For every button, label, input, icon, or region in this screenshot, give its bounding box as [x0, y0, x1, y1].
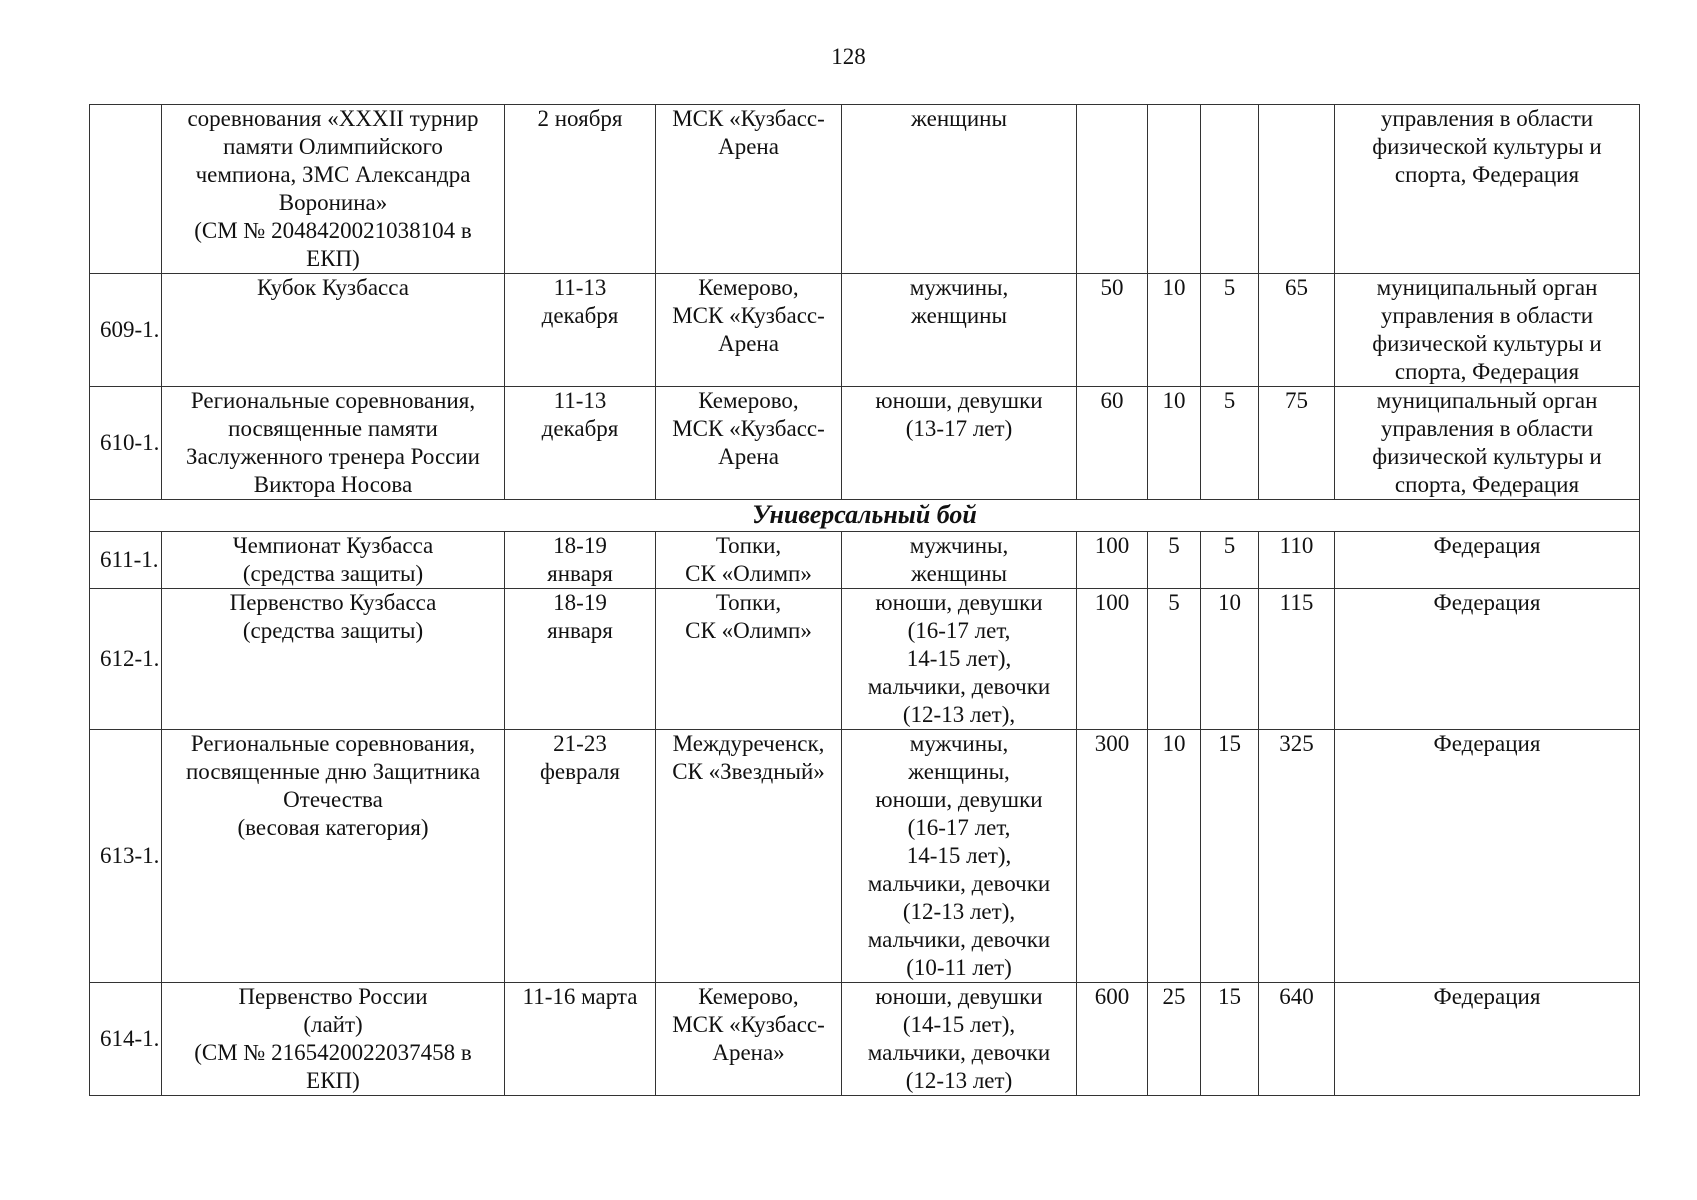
- event-organizer: Федерация: [1335, 589, 1640, 730]
- total-count: 110: [1259, 532, 1335, 589]
- total-count: 75: [1259, 387, 1335, 500]
- event-participants: мужчины, женщины: [842, 532, 1077, 589]
- event-number: 611-1.: [90, 532, 162, 589]
- table-row: [90, 274, 1640, 387]
- table-row: [90, 387, 1640, 500]
- event-number: 614-1.: [90, 983, 162, 1096]
- event-venue: Кемерово, МСК «Кузбасс- Арена: [656, 274, 842, 387]
- event-name: Кубок Кузбасса: [162, 274, 505, 387]
- event-dates: 2 ноября: [505, 105, 656, 274]
- participants-count: [1077, 105, 1148, 274]
- event-organizer: Федерация: [1335, 730, 1640, 983]
- event-dates: 18-19 января: [505, 589, 656, 730]
- table-row: [90, 532, 1640, 589]
- event-name: Первенство России (лайт) (СМ № 2165420022037458 в ЕКП): [162, 983, 505, 1096]
- judges-count: 15: [1201, 983, 1259, 1096]
- coaches-count: [1148, 105, 1201, 274]
- total-count: 65: [1259, 274, 1335, 387]
- judges-count: 15: [1201, 730, 1259, 983]
- participants-count: 100: [1077, 532, 1148, 589]
- judges-count: [1201, 105, 1259, 274]
- event-venue: Кемерово, МСК «Кузбасс- Арена: [656, 387, 842, 500]
- event-organizer: муниципальный орган управления в области физической культуры и спорта, Федерация: [1335, 387, 1640, 500]
- event-dates: 11-16 марта: [505, 983, 656, 1096]
- event-dates: 18-19 января: [505, 532, 656, 589]
- event-dates: 11-13 декабря: [505, 274, 656, 387]
- section-row: [90, 500, 1640, 532]
- event-organizer: муниципальный орган управления в области физической культуры и спорта, Федерация: [1335, 274, 1640, 387]
- participants-count: 100: [1077, 589, 1148, 730]
- participants-count: 50: [1077, 274, 1148, 387]
- event-venue: МСК «Кузбасс- Арена: [656, 105, 842, 274]
- event-participants: юноши, девушки (14-15 лет), мальчики, девочки (12-13 лет): [842, 983, 1077, 1096]
- event-number: 613-1.: [90, 730, 162, 983]
- event-organizer: управления в области физической культуры и спорта, Федерация: [1335, 105, 1640, 274]
- event-number: 609-1.: [90, 274, 162, 387]
- coaches-count: 25: [1148, 983, 1201, 1096]
- judges-count: 5: [1201, 532, 1259, 589]
- event-number: [90, 105, 162, 274]
- coaches-count: 10: [1148, 730, 1201, 983]
- event-participants: женщины: [842, 105, 1077, 274]
- event-number: 612-1.: [90, 589, 162, 730]
- events-table: [89, 104, 1640, 1096]
- table-row: [90, 730, 1640, 983]
- coaches-count: 10: [1148, 387, 1201, 500]
- coaches-count: 10: [1148, 274, 1201, 387]
- event-participants: юноши, девушки (13-17 лет): [842, 387, 1077, 500]
- event-name: Региональные соревнования, посвященные дню Защитника Отечества (весовая категория): [162, 730, 505, 983]
- event-participants: мужчины, женщины: [842, 274, 1077, 387]
- judges-count: 5: [1201, 274, 1259, 387]
- total-count: 640: [1259, 983, 1335, 1096]
- section-heading: Универсальный бой: [90, 500, 1640, 532]
- coaches-count: 5: [1148, 532, 1201, 589]
- participants-count: 600: [1077, 983, 1148, 1096]
- judges-count: 5: [1201, 387, 1259, 500]
- event-participants: юноши, девушки (16-17 лет, 14-15 лет), мальчики, девочки (12-13 лет),: [842, 589, 1077, 730]
- page-number: 128: [831, 44, 866, 69]
- table-row: [90, 105, 1640, 274]
- table-row: [90, 983, 1640, 1096]
- event-venue: Топки, СК «Олимп»: [656, 589, 842, 730]
- event-venue: Топки, СК «Олимп»: [656, 532, 842, 589]
- total-count: 115: [1259, 589, 1335, 730]
- event-venue: Кемерово, МСК «Кузбасс- Арена»: [656, 983, 842, 1096]
- event-name: Чемпионат Кузбасса (средства защиты): [162, 532, 505, 589]
- table-row: [90, 589, 1640, 730]
- judges-count: 10: [1201, 589, 1259, 730]
- total-count: [1259, 105, 1335, 274]
- event-participants: мужчины, женщины, юноши, девушки (16-17 лет, 14-15 лет), мальчики, девочки (12-13 лет), мальчики, девочки (10-11 лет): [842, 730, 1077, 983]
- event-venue: Междуреченск, СК «Звездный»: [656, 730, 842, 983]
- event-organizer: Федерация: [1335, 532, 1640, 589]
- total-count: 325: [1259, 730, 1335, 983]
- event-organizer: Федерация: [1335, 983, 1640, 1096]
- participants-count: 300: [1077, 730, 1148, 983]
- event-name: Региональные соревнования, посвященные памяти Заслуженного тренера России Виктора Носова: [162, 387, 505, 500]
- event-dates: 21-23 февраля: [505, 730, 656, 983]
- event-name: Первенство Кузбасса (средства защиты): [162, 589, 505, 730]
- event-name: соревнования «XXXII турнир памяти Олимпийского чемпиона, ЗМС Александра Воронина» (СМ № 2048420021038104 в ЕКП): [162, 105, 505, 274]
- participants-count: 60: [1077, 387, 1148, 500]
- event-dates: 11-13 декабря: [505, 387, 656, 500]
- coaches-count: 5: [1148, 589, 1201, 730]
- event-number: 610-1.: [90, 387, 162, 500]
